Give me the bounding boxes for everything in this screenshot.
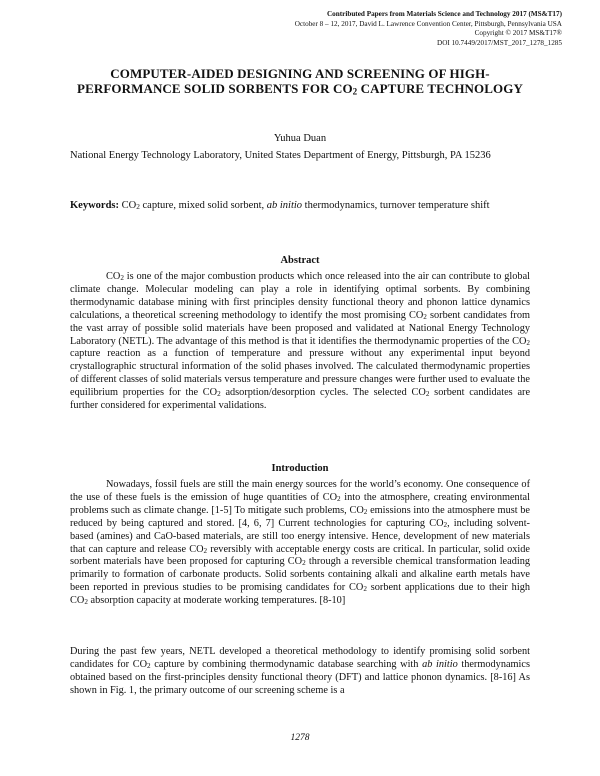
header-doi: DOI 10.7449/2017/MST_2017_1278_1285 (437, 38, 562, 47)
author-name: Yuhua Duan (273, 133, 327, 144)
introduction-paragraph-1: Nowadays, fossil fuels are still the main energy sources for the world’s economy. One consequence of the use of these fuels is the emission of huge quantities of $CO_2$ into the atmosphere, creating environmental problems such as climate change. [1-5] To mitigate such problems, $CO_2$ emissions into the atmosphere must be reduced by being captured and stored. [4, 6, 7] Current technologies for capturing $CO_2$, including solvent-based (amines) and CaO-based materials, are still too energy intensive. Hence, development of new materials that can capture and release $CO_2$ reversibly with acceptable energy costs are critical. In particular, solid oxide sorbent materials have been proposed for capturing $CO_2$ through a reversible chemical transformation leading primarily to formation of carbonate products. Solid sorbents containing alkali and alkaline earth metals have been reported in previous studies to be promising candidates for $CO_2$ sorbent applications due to their high $CO_2$ absorption capacity at moderate working temperatures. [8-10] (70, 479, 531, 607)
paper-title: COMPUTER-AIDED DESIGNING AND SCREENING OF HIGH-PERFORMANCE SOLID SORBENTS FOR $CO_2$ CAPTURE TECHNOLOGY (77, 66, 523, 96)
introduction-heading: Introduction (271, 463, 329, 474)
page-header (295, 10, 562, 48)
author-affiliation: National Energy Technology Laboratory, United States Department of Energy, Pittsburgh, PA 15236 (70, 150, 491, 161)
header-dates-venue: October 8 – 12, 2017, David L. Lawrence Convention Center, Pittsburgh, Pennsylvania USA (294, 19, 562, 28)
abstract-text: $CO_2$ is one of the major combustion products which once released into the air can contribute to global climate change. Molecular modeling can play a role in identifying optimal sorbents. By combining thermodynamic database mining with first principles density functional theory and phonon lattice dynamics calculations, a theoretical screening methodology to identify the most promising $CO_2$ sorbent candidates from the vast array of possible solid materials have been proposed and validated at National Energy Technology Laboratory (NETL). The advantage of this method is that it identifies the thermodynamic properties of the $CO_2$ capture reaction as a function of temperature and pressure without any experimental input beyond crystallographic structural information of the solid phases involved. The calculated thermodynamic properties of different classes of solid materials versus temperature and pressure changes were further used to evaluate the equilibrium properties for the $CO_2$ adsorption/desorption cycles. The selected $CO_2$ sorbent candidates are further considered for experimental validations. (70, 271, 531, 412)
keywords-label: Keywords: (70, 200, 119, 211)
keywords: Keywords: $CO_2$ capture, mixed solid sorbent, ab initio thermodynamics, turnover temperature shift (70, 200, 490, 212)
page-number: 1278 (290, 733, 310, 743)
introduction-paragraph-2: During the past few years, NETL developed a theoretical methodology to identify promising solid sorbent candidates for $CO_2$ capture by combining thermodynamic database searching with ab initio thermodynamics obtained based on the first-principles density functional theory (DFT) and lattice phonon dynamics. [8-16] As shown in Fig. 1, the primary outcome of our screening scheme is a (70, 646, 530, 696)
abstract-heading: Abstract (280, 255, 320, 266)
header-copyright: Copyright © 2017 MS&T17® (474, 29, 562, 38)
header-conference: Contributed Papers from Materials Science and Technology 2017 (MS&T17) (326, 10, 562, 18)
